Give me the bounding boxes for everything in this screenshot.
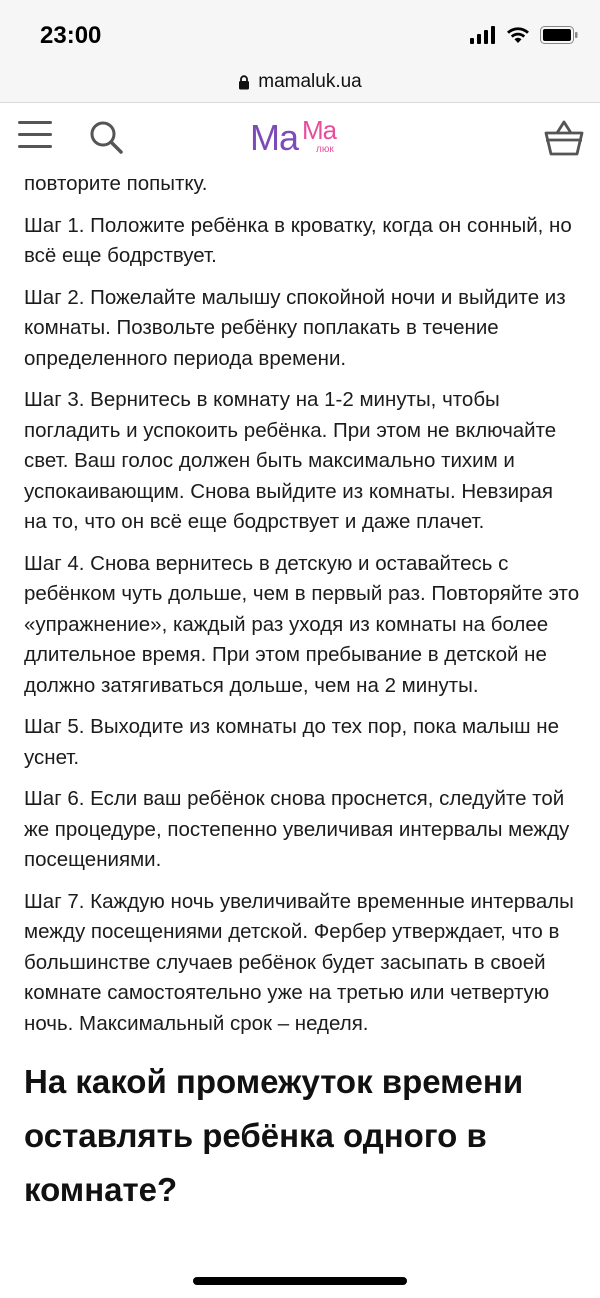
article-paragraph: Шаг 5. Выходите из комнаты до тех пор, пока малыш не уснет. bbox=[24, 715, 560, 769]
search-icon[interactable] bbox=[88, 119, 124, 155]
article-paragraph: Шаг 3. Вернитесь в комнату на 1-2 минуты, чтобы погладить и успокоить ребёнка. При этом не включайте свет. Ваш голос должен быть максимально тихим и успокаивающим. Снова выйдите из комнаты. Невзирая на то, что он всё еще бодрствует и даже плачет. bbox=[24, 388, 557, 533]
menu-line bbox=[18, 145, 52, 148]
site-header bbox=[0, 103, 600, 169]
article-paragraph: Шаг 6. Если ваш ребёнок снова проснется, следуйте той же процедуре, постепенно увеличивая интервалы между посещениями. bbox=[24, 787, 570, 871]
logo-text-sub: люк bbox=[316, 144, 334, 155]
cellular-signal-icon bbox=[470, 26, 496, 44]
hamburger-menu-button[interactable] bbox=[18, 121, 52, 151]
status-icons bbox=[470, 26, 578, 44]
site-logo[interactable] bbox=[250, 117, 360, 161]
cart-icon[interactable] bbox=[544, 119, 584, 157]
article-content bbox=[24, 169, 580, 1217]
section-heading: На какой промежуток времени оставлять ребёнка одного в комнате? bbox=[24, 1063, 524, 1208]
lock-icon bbox=[238, 75, 250, 90]
article-paragraph: Шаг 2. Пожелайте малышу спокойной ночи и выйдите из комнаты. Позвольте ребёнку поплакать в течение определенного периода времени. bbox=[24, 285, 566, 370]
article-paragraph: повторите попытку. bbox=[24, 172, 208, 195]
article-paragraph: Шаг 7. Каждую ночь увеличивайте временные интервалы между посещениями детской. Фербер утверждает, что в большинстве случаев ребёнок будет засыпать в своей комнате самостоятельно уже на третью или четвертую ночь. Максимальный срок – неделя. bbox=[24, 889, 574, 1035]
logo-text-accent: Ma bbox=[302, 115, 337, 145]
menu-line bbox=[18, 133, 52, 136]
status-bar bbox=[0, 0, 600, 62]
battery-icon bbox=[540, 26, 578, 44]
url-text: mamaluk.ua bbox=[258, 71, 362, 92]
article-paragraph: Шаг 4. Снова вернитесь в детскую и оставайтесь с ребёнком чуть дольше, чем в первый раз. Повторяйте это «упражнение», каждый раз уходя из комнаты на более длительное время. При этом пребывание в детской не должно затягиваться дольше, чем на 2 минуты. bbox=[24, 551, 580, 697]
menu-line bbox=[18, 121, 52, 124]
article-paragraph: Шаг 1. Положите ребёнка в кроватку, когда он сонный, но всё еще бодрствует. bbox=[24, 213, 572, 267]
status-time: 23:00 bbox=[40, 22, 102, 49]
home-indicator[interactable] bbox=[193, 1277, 407, 1285]
address-bar[interactable] bbox=[0, 62, 600, 103]
wifi-icon bbox=[506, 26, 530, 44]
logo-text-main: Ma bbox=[250, 117, 299, 158]
